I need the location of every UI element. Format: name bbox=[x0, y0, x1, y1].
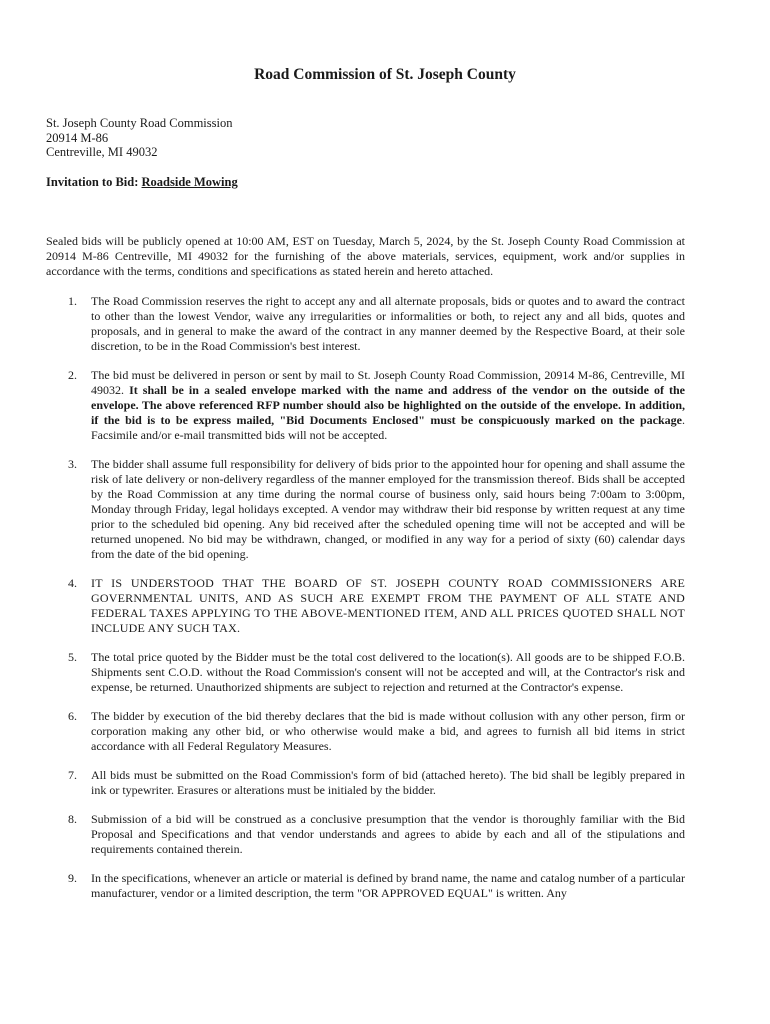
list-item bbox=[46, 650, 685, 695]
document-title: Road Commission of St. Joseph County bbox=[254, 66, 516, 83]
address-block bbox=[46, 116, 232, 160]
item-number: 2. bbox=[68, 368, 77, 382]
intro-paragraph: Sealed bids will be publicly opened at 10:00 AM, EST on Tuesday, March 5, 2024, by the St. Joseph County Road Commission at 20914 M-86 Centreville, MI 49032 for the furnishing of the above materials, services, equipment, work and/or supplies in accordance with the terms, conditions and specifications as stated herein and hereto attached. bbox=[46, 234, 685, 279]
address-line: Centreville, MI 49032 bbox=[46, 145, 158, 160]
list-item bbox=[46, 871, 685, 901]
item-text: . Facsimile and/or e-mail transmitted bids will not be accepted. bbox=[91, 413, 685, 442]
invitation-subject: Roadside Mowing bbox=[141, 175, 238, 189]
item-number: 9. bbox=[68, 871, 77, 885]
item-text: The total price quoted by the Bidder must be the total cost delivered to the location(s). All goods are to be shipped F.O.B. Shipments sent C.O.D. without the Road Commission's consent will not be accepted and will, at the Contractor's risk and expense, be returned. Unauthorized shipments are subject to rejection and returned at the Contractor's expense. bbox=[91, 650, 685, 694]
list-item bbox=[46, 294, 685, 354]
list-item bbox=[46, 709, 685, 754]
list-item bbox=[46, 768, 685, 798]
item-text: IT IS UNDERSTOOD THAT THE BOARD OF ST. JOSEPH COUNTY ROAD COMMISSIONERS ARE GOVERNMENTAL UNITS, AND AS SUCH ARE EXEMPT FROM THE PAYMENT OF ALL STATE AND FEDERAL TAXES APPLYING TO THE ABOVE-MENTIONED ITEM, AND ALL PRICES QUOTED SHALL NOT INCLUDE ANY SUCH TAX. bbox=[91, 576, 685, 635]
item-text: All bids must be submitted on the Road Commission's form of bid (attached hereto). The bid shall be legibly prepared in ink or typewriter. Erasures or alterations must be initialed by the bidder. bbox=[91, 768, 685, 797]
address-line: St. Joseph County Road Commission bbox=[46, 116, 233, 130]
item-number: 5. bbox=[68, 650, 77, 664]
invitation-label: Invitation to Bid: bbox=[46, 175, 139, 189]
invitation-to-bid-line bbox=[46, 175, 238, 190]
list-item bbox=[46, 457, 685, 562]
item-text: The Road Commission reserves the right to accept any and all alternate proposals, bids or quotes and to award the contract to other than the lowest Vendor, waive any irregularities or informalities or both, to reject any and all bids, quotes and proposals, and in general to make the award of the contract in any manner deemed by the Respective Board, at their sole discretion, to be in the Road Commission's best interest. bbox=[91, 294, 685, 353]
item-text-bold: It shall be in a sealed envelope marked with the name and address of the vendor on the outside of the envelope. The above referenced RFP number should also be highlighted on the outside of the envelope. In addition, if the bid is to be express mailed, "Bid Documents Enclosed" must be conspicuously marked on the package bbox=[91, 383, 686, 427]
list-item bbox=[46, 576, 685, 636]
address-line: 20914 M-86 bbox=[46, 130, 109, 145]
item-text: The bid must be delivered in person or sent by mail to St. Joseph County Road Commission, 20914 M-86, Centreville, MI 49032. bbox=[91, 368, 685, 397]
item-text: The bidder shall assume full responsibility for delivery of bids prior to the appointed hour for opening and shall assume the risk of late delivery or non-delivery regardless of the manner employed for the transmission thereof. Bids shall be accepted by the Road Commission at any time during the normal course of business only, said hours being 7:00am to 3:00pm, Monday through Friday, legal holidays excepted. A vendor may withdraw their bid response by written request at any time prior to the scheduled bid opening. Any bid received after the scheduled opening time will not be accepted and will be returned unopened. No bid may be withdrawn, changed, or modified in any way for a period of sixty (60) calendar days from the date of the bid opening. bbox=[91, 457, 685, 561]
item-number: 6. bbox=[68, 709, 77, 723]
terms-list bbox=[46, 294, 685, 901]
item-text: The bidder by execution of the bid thereby declares that the bid is made without collusion with any other person, firm or corporation making any other bid, or who otherwise would make a bid, and agrees to furnish all bid items in strict accordance with all Federal Regulatory Measures. bbox=[91, 709, 685, 753]
item-text: Submission of a bid will be construed as a conclusive presumption that the vendor is thoroughly familiar with the Bid Proposal and Specifications and that vendor understands and agrees to abide by each and all of the stipulations and requirements contained therein. bbox=[91, 812, 685, 856]
item-number: 8. bbox=[68, 812, 77, 826]
item-text: In the specifications, whenever an article or material is defined by brand name, the name and catalog number of a particular manufacturer, vendor or a limited description, the term "OR APPROVED EQUAL" is written. Any bbox=[91, 871, 685, 900]
list-item bbox=[46, 812, 685, 857]
item-number: 4. bbox=[68, 576, 77, 590]
item-number: 7. bbox=[68, 768, 77, 782]
list-item bbox=[46, 368, 685, 443]
item-number: 1. bbox=[68, 294, 77, 308]
item-number: 3. bbox=[68, 457, 77, 471]
